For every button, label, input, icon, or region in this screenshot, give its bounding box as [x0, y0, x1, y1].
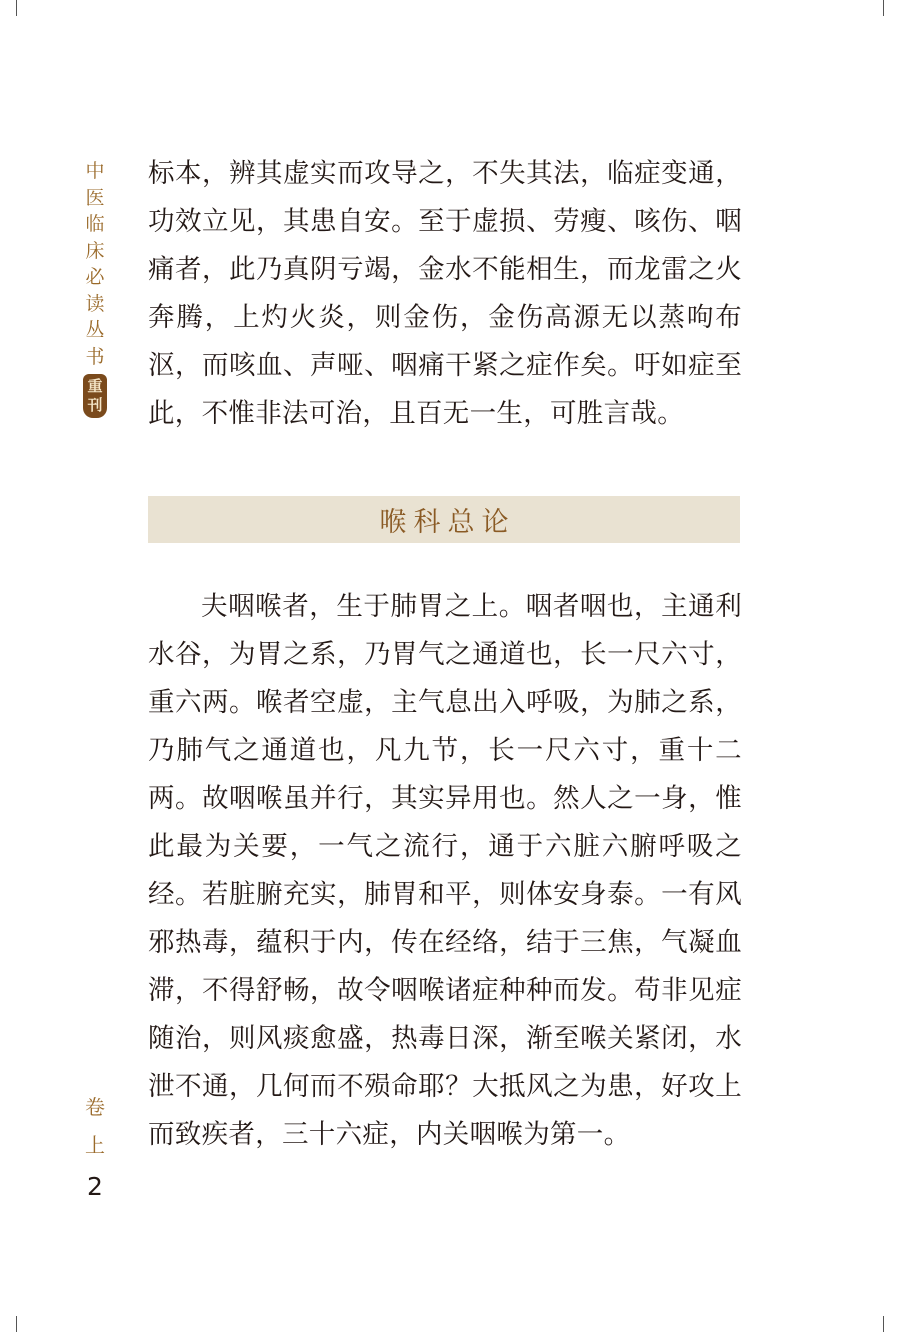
page-number: 2	[87, 1172, 103, 1201]
volume-char: 卷	[85, 1095, 105, 1119]
crop-mark-bottom-right	[883, 1316, 884, 1332]
series-title-char: 床	[85, 239, 105, 262]
crop-mark-bottom-left	[16, 1316, 17, 1332]
volume-char: 上	[85, 1133, 105, 1157]
series-title-char: 中	[85, 160, 105, 182]
series-title-char: 医	[85, 186, 105, 209]
section-paragraph: 夫咽喉者，生于肺胃之上。咽者咽也，主通利水谷，为胃之系，乃胃气之通道也，长一尺六寸，重六两。喉者空虚，主气息出入呼吸，为肺之系，乃肺气之通道也，凡九节，长一尺六寸，重十二两。故咽喉虽并行，其实异用也。然人之一身，惟此最为关要，一气之流行，通于六脏六腑呼吸之经。若脏腑充实，肺胃和平，则体安身泰。一有风邪热毒，蕴积于内，传在经络，结于三焦，气凝血滞，不得舒畅，故令咽喉诸症种种而发。苟非见症随治，则风痰愈盛，热毒日深，渐至喉关紧闭，水泄不通，几何而不殒命耶？大抵风之为患，好攻上而致疾者，三十六症，内关咽喉为第一。	[148, 591, 742, 1150]
seal-char: 重	[87, 377, 103, 395]
series-title-char: 必	[85, 266, 105, 288]
crop-mark-top-right	[883, 0, 884, 16]
continuation-paragraph: 标本，辨其虚实而攻导之，不失其法，临症变通，功效立见，其患自安。至于虚损、劳瘦、咳伤、咽痛者，此乃真阴亏竭，金水不能相生，而龙雷之火奔腾，上灼火炎，则金伤，金伤高源无以蒸呴布沤，而咳血、声哑、咽痛干紧之症作矣。吁如症至此，不惟非法可治，且百无一生，可胜言哉。	[148, 158, 742, 429]
series-title	[80, 158, 110, 418]
crop-mark-top-left	[16, 0, 17, 16]
series-title-char: 读	[85, 292, 105, 315]
series-title-char: 书	[85, 345, 105, 368]
reprint-seal	[83, 374, 107, 418]
section-title: 喉科总论	[379, 507, 516, 538]
volume-label	[80, 1088, 110, 1164]
section-heading	[148, 496, 740, 543]
series-title-char: 临	[85, 213, 105, 235]
series-title-char: 丛	[85, 319, 105, 341]
seal-char: 刊	[87, 396, 103, 414]
